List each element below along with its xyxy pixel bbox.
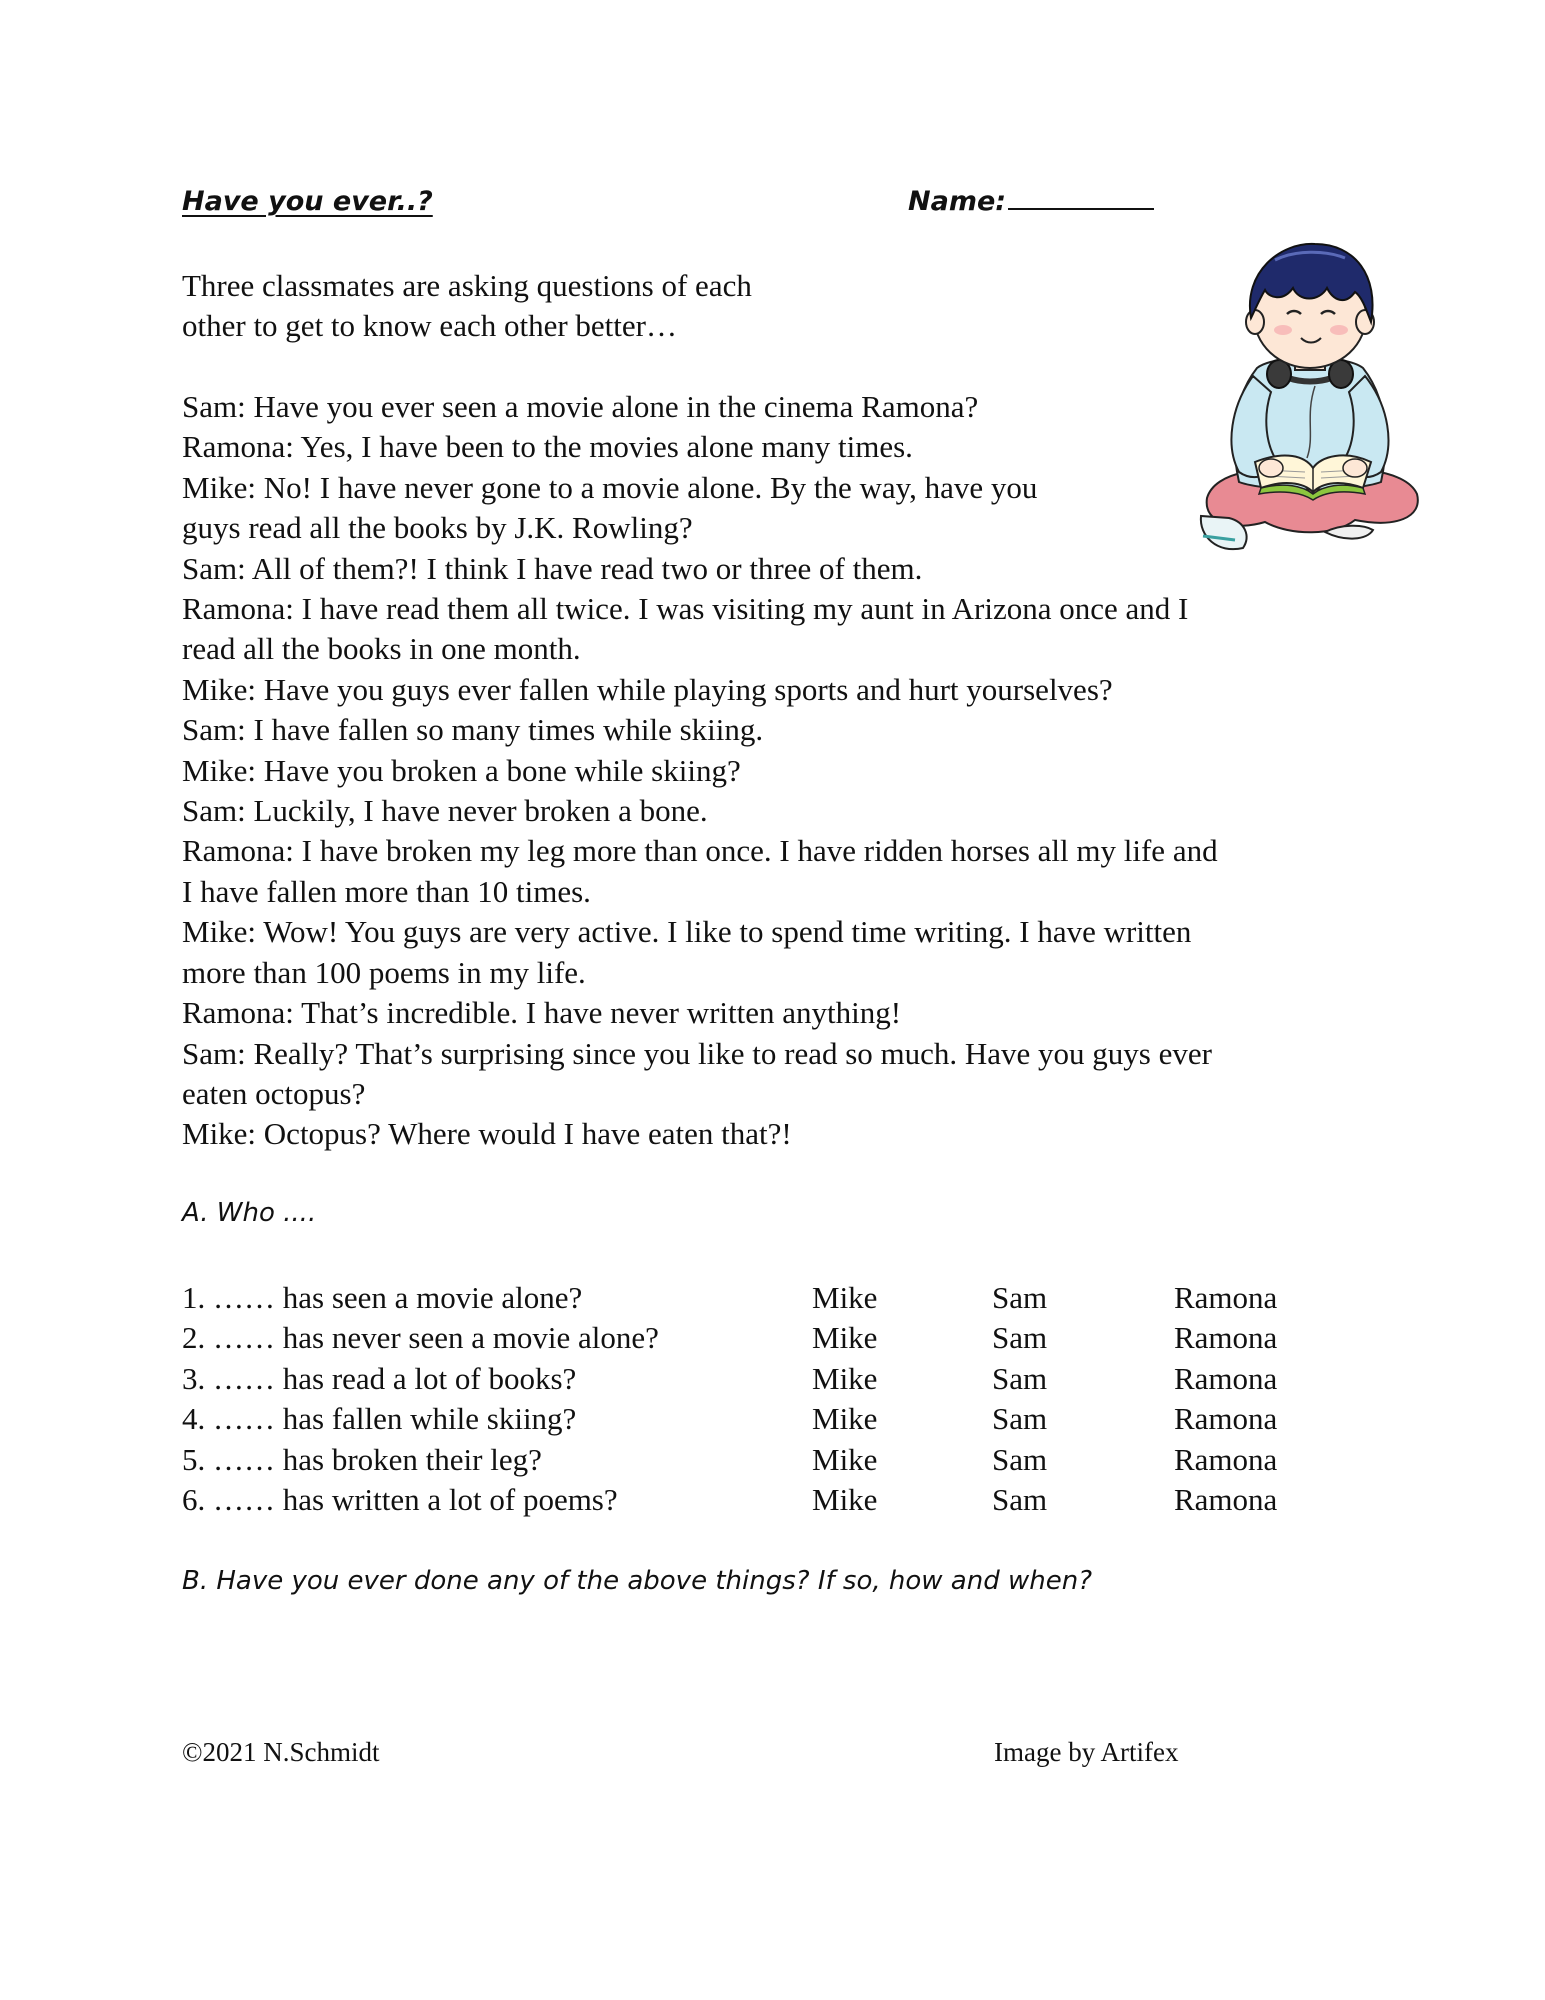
question-text: 6. …… has written a lot of poems? <box>182 1481 618 1517</box>
option-mike[interactable]: Mike <box>812 1320 878 1356</box>
section-b-heading: B. Have you ever done any of the above things? If so, how and when? <box>182 1566 1092 1596</box>
option-ramona[interactable]: Ramona <box>1174 1320 1278 1356</box>
dialogue-line: guys read all the books by J.K. Rowling? <box>182 510 693 546</box>
dialogue-line: Ramona: I have broken my leg more than once. I have ridden horses all my life and <box>182 833 1218 869</box>
dialogue-line: Ramona: I have read them all twice. I was visiting my aunt in Arizona once and I <box>182 591 1189 627</box>
image-credit: Image by Artifex <box>994 1737 1179 1767</box>
option-sam[interactable]: Sam <box>992 1441 1048 1477</box>
question-text: 3. …… has read a lot of books? <box>182 1360 577 1396</box>
option-ramona[interactable]: Ramona <box>1174 1481 1278 1517</box>
dialogue-line: more than 100 poems in my life. <box>182 954 586 990</box>
option-sam[interactable]: Sam <box>992 1320 1048 1356</box>
dialogue-line: Sam: All of them?! I think I have read two or three of them. <box>182 550 923 586</box>
option-mike[interactable]: Mike <box>812 1280 878 1315</box>
option-sam[interactable]: Sam <box>992 1280 1048 1315</box>
question-row <box>182 1440 1382 1480</box>
dialogue-line: Mike: Have you broken a bone while skiing? <box>182 752 741 788</box>
option-sam[interactable]: Sam <box>992 1360 1048 1396</box>
question-text: 2. …… has never seen a movie alone? <box>182 1320 659 1356</box>
question-text: 1. …… has seen a movie alone? <box>182 1280 583 1315</box>
section-a-heading: A. Who .... <box>182 1198 317 1228</box>
dialogue-line: Mike: No! I have never gone to a movie alone. By the way, have you <box>182 469 1038 505</box>
dialogue-line: Mike: Have you guys ever fallen while playing sports and hurt yourselves? <box>182 671 1113 707</box>
dialogue-line: Ramona: That’s incredible. I have never written anything! <box>182 995 902 1031</box>
question-row <box>182 1480 1382 1520</box>
option-mike[interactable]: Mike <box>812 1441 878 1477</box>
option-mike[interactable]: Mike <box>812 1401 878 1437</box>
dialogue-line: Sam: Luckily, I have never broken a bone. <box>182 793 708 829</box>
option-ramona[interactable]: Ramona <box>1174 1401 1278 1437</box>
intro-line: Three classmates are asking questions of each <box>182 268 752 303</box>
name-label: Name: <box>908 186 1007 217</box>
dialogue-text <box>182 387 1367 1155</box>
dialogue-line: Sam: I have fallen so many times while skiing. <box>182 712 764 748</box>
dialogue-line: Ramona: Yes, I have been to the movies alone many times. <box>182 429 913 465</box>
option-mike[interactable]: Mike <box>812 1481 878 1517</box>
dialogue-line: Mike: Octopus? Where would I have eaten that?! <box>182 1116 792 1152</box>
dialogue-line: Sam: Have you ever seen a movie alone in the cinema Ramona? <box>182 389 979 424</box>
intro-line: other to get to know each other better… <box>182 308 677 344</box>
worksheet-title: Have you ever..? <box>182 186 433 217</box>
option-ramona[interactable]: Ramona <box>1174 1360 1278 1396</box>
option-mike[interactable]: Mike <box>812 1360 878 1396</box>
question-text: 4. …… has fallen while skiing? <box>182 1401 577 1437</box>
question-row <box>182 1399 1382 1439</box>
dialogue-line: eaten octopus? <box>182 1075 366 1111</box>
dialogue-line: Sam: Really? That’s surprising since you like to read so much. Have you guys ever <box>182 1035 1212 1071</box>
name-field[interactable] <box>908 186 1154 217</box>
copyright-notice: ©2021 N.Schmidt <box>182 1737 380 1767</box>
dialogue-line: Mike: Wow! You guys are very active. I like to spend time writing. I have written <box>182 914 1192 950</box>
question-row <box>182 1278 1382 1318</box>
question-text: 5. …… has broken their leg? <box>182 1441 542 1477</box>
dialogue-line: read all the books in one month. <box>182 631 581 667</box>
dialogue-line: I have fallen more than 10 times. <box>182 873 591 909</box>
question-list <box>182 1278 1382 1520</box>
intro-paragraph <box>182 266 862 347</box>
option-ramona[interactable]: Ramona <box>1174 1441 1278 1477</box>
question-row <box>182 1359 1382 1399</box>
option-ramona[interactable]: Ramona <box>1174 1280 1278 1315</box>
name-blank-line[interactable] <box>1008 186 1154 210</box>
question-row <box>182 1318 1382 1358</box>
option-sam[interactable]: Sam <box>992 1481 1048 1517</box>
option-sam[interactable]: Sam <box>992 1401 1048 1437</box>
